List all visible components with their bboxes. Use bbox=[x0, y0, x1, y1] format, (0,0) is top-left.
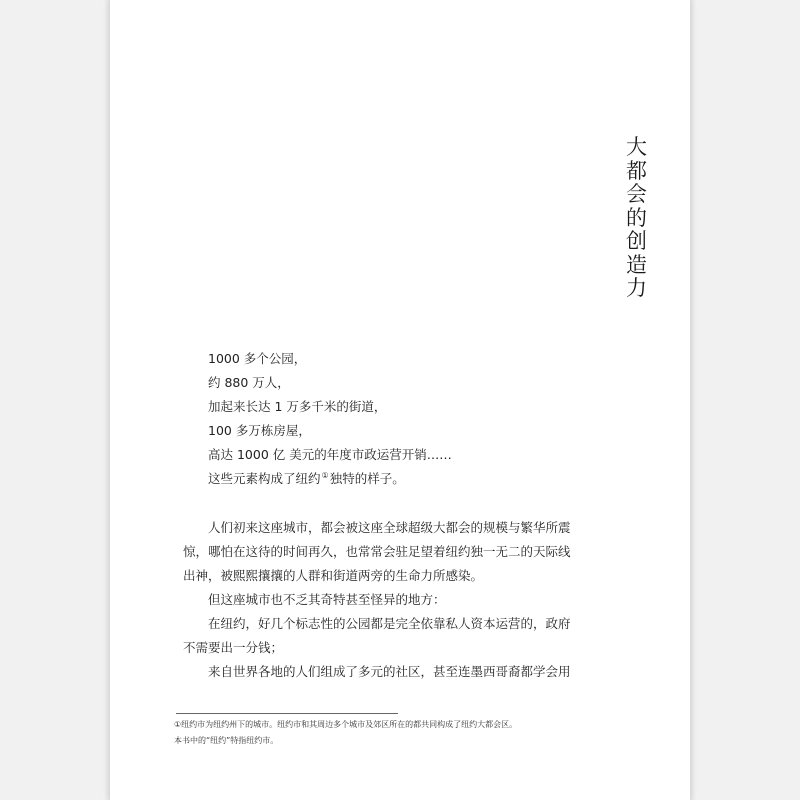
footnote-line: ①纽约市为纽约州下的城市。纽约市和其周边多个城市及郊区所在的都共同构成了纽约大都会区。 bbox=[174, 720, 518, 729]
intro-line: 100 多万栋房屋， bbox=[208, 423, 311, 438]
footnote-line: 本书中的“纽约”特指纽约市。 bbox=[174, 736, 279, 745]
paragraph-line: 惊，哪怕在这待的时间再久，也常常会驻足望着纽约独一无二的天际线 bbox=[183, 544, 571, 559]
intro-last-text: 这些元素构成了纽约 bbox=[208, 471, 321, 486]
paragraph-line: 不需要出一分钱； bbox=[183, 640, 284, 655]
book-page bbox=[110, 0, 690, 800]
footnote-marker[interactable]: ① bbox=[321, 471, 329, 480]
chapter-title: 大都会的创造力 bbox=[626, 135, 647, 300]
paragraph-line: 出神，被熙熙攘攘的人群和街道两旁的生命力所感染。 bbox=[183, 568, 484, 583]
paragraph-line: 但这座城市也不乏其奇特甚至怪异的地方： bbox=[208, 592, 446, 607]
paragraph-line: 人们初来这座城市，都会被这座全球超级大都会的规模与繁华所震 bbox=[208, 520, 571, 535]
intro-line: 加起来长达 1 万多千米的街道， bbox=[208, 399, 387, 414]
paragraph-line: 在纽约，好几个标志性的公园都是完全依靠私人资本运营的，政府 bbox=[208, 616, 571, 631]
intro-line: 1000 多个公园， bbox=[208, 351, 307, 366]
paragraph-line: 来自世界各地的人们组成了多元的社区，甚至连墨西哥裔都学会用 bbox=[208, 664, 571, 679]
intro-line: 约 880 万人， bbox=[208, 375, 290, 390]
intro-line-last bbox=[208, 469, 405, 487]
intro-line: 高达 1000 亿 美元的年度市政运营开销…… bbox=[208, 447, 452, 462]
footnote-divider bbox=[176, 713, 398, 714]
intro-last-text-after: 独特的样子。 bbox=[329, 471, 405, 486]
